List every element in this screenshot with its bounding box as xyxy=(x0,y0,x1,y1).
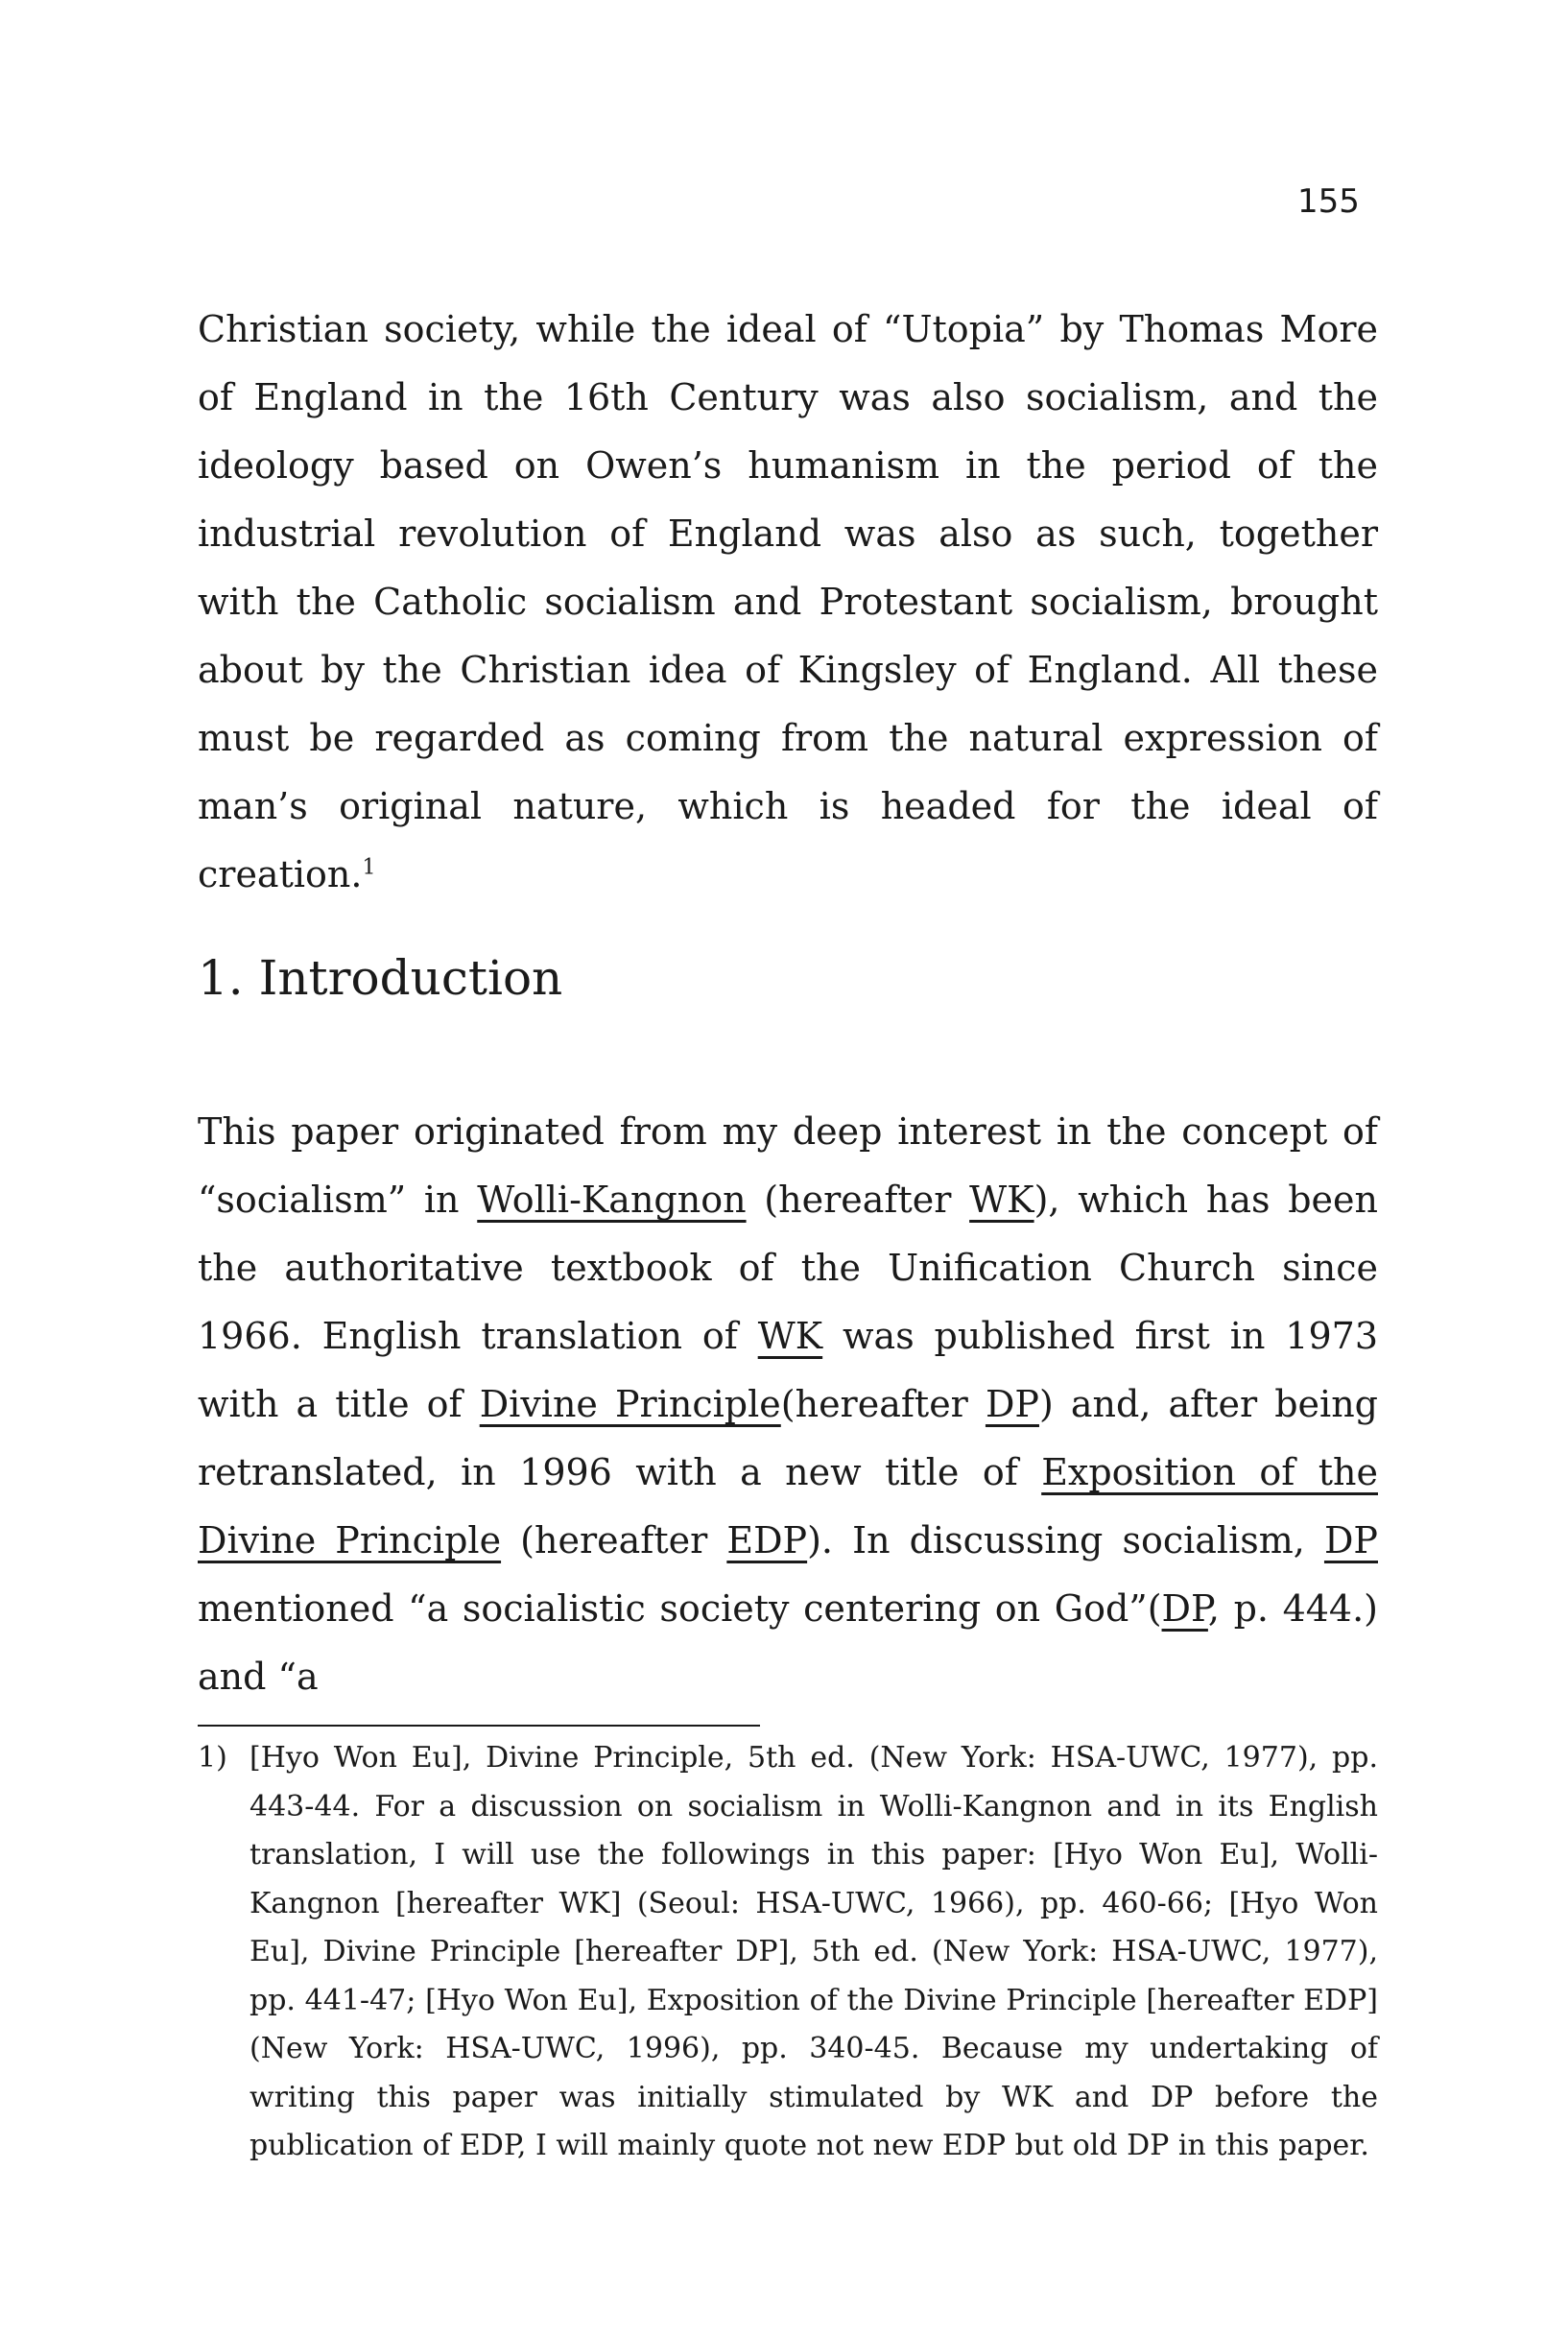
body-paragraph-1 xyxy=(198,296,1378,909)
abbr-wk: WK xyxy=(969,1179,1034,1221)
book-title-wolli-kangnon: Wolli-Kangnon xyxy=(477,1179,747,1221)
paragraph-text: , p. 444.) and “a xyxy=(198,1587,1378,1698)
paragraph-text: was published first in 1973 with a title of xyxy=(198,1315,1379,1425)
footnote xyxy=(198,1734,1378,2171)
abbr-dp: DP xyxy=(985,1383,1039,1425)
paragraph-text: (hereafter xyxy=(501,1519,727,1561)
paragraph-text: ), which has been the authoritative textbook of the Unification Church since 1966. English translation of xyxy=(198,1179,1378,1357)
paragraph-text: (hereafter xyxy=(780,1383,986,1425)
paragraph-text: This paper originated from my deep interest in the concept of “socialism” in xyxy=(198,1110,1378,1221)
section-heading: 1. Introduction xyxy=(198,950,563,1006)
paragraph-text: (hereafter xyxy=(746,1179,970,1221)
book-title-exposition: Exposition of the Divine Principle xyxy=(198,1451,1378,1561)
footnote-number: 1) xyxy=(198,1741,227,1775)
abbr-dp: DP xyxy=(1161,1587,1208,1630)
abbr-wk: WK xyxy=(757,1315,823,1357)
abbr-edp: EDP xyxy=(726,1519,808,1561)
paragraph-text: Christian society, while the ideal of “Utopia” by Thomas More of England in the 16th Century was also socialism, and the ideology based on Owen’s humanism in the period of the industrial revolution of England was also as such, together with the Catholic socialism and Protestant socialism, brought about by the Christian idea of Kingsley of England. All these must be regarded as coming from the natural expression of man’s original nature, which is headed for the ideal of creation. xyxy=(198,308,1378,895)
paragraph-text: mentioned “a socialistic society centering on God”( xyxy=(198,1587,1162,1630)
footnote-reference: 1 xyxy=(362,855,376,880)
paragraph-text: ) and, after being retranslated, in 1996 with a new title of xyxy=(198,1383,1378,1493)
footnote-text: [Hyo Won Eu], Divine Principle, 5th ed. (New York: HSA-UWC, 1977), pp. 443-44. For a discussion on socialism in Wolli-Kangnon and in its English translation, I will use the followings in this paper: [Hyo Won Eu], Wolli-Kangnon [hereafter WK] (Seoul: HSA-UWC, 1966), pp. 460-66; [Hyo Won Eu], Divine Principle [hereafter DP], 5th ed. (New York: HSA-UWC, 1977), pp. 441-47; [Hyo Won Eu], Exposition of the Divine Principle [hereafter EDP] (New York: HSA-UWC, 1996), pp. 340-45. Because my undertaking of writing this paper was initially stimulated by WK and DP before the publication of EDP, I will mainly quote not new EDP but old DP in this paper. xyxy=(249,1741,1378,2162)
page-number: 155 xyxy=(1297,182,1360,221)
abbr-dp: DP xyxy=(1323,1519,1378,1561)
book-title-divine-principle: Divine Principle xyxy=(479,1383,781,1425)
paragraph-text: ). In discussing socialism, xyxy=(807,1519,1324,1561)
footnote-divider xyxy=(198,1725,760,1727)
body-paragraph-2 xyxy=(198,1098,1378,1711)
